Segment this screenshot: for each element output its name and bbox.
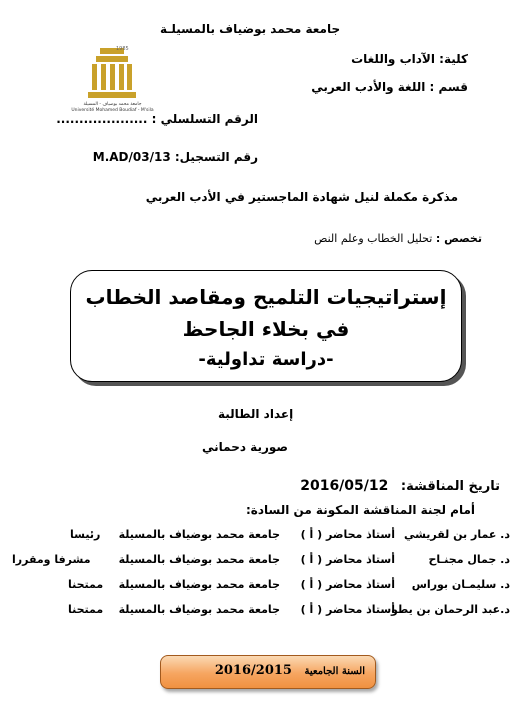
committee-header: أمام لجنة المناقشة المكونة من السادة: [245,503,475,517]
logo-name-ar: جامعة محمد بوضياف - المسيلة [83,102,142,107]
thesis-title-box [70,270,462,382]
academic-year-box [160,655,376,689]
member-rank: أستاذ محاضر ( أ ) [300,603,395,616]
member-role: مشرفا ومقررا [12,553,91,566]
committee-row [0,528,530,548]
specialty-line [314,232,482,245]
title-line-2: في بخلاء الجاحظ [182,317,350,341]
academic-year-value: 2016/2015 [214,663,292,678]
member-rank: أستاذ محاضر ( أ ) [300,578,395,591]
member-role: ممتحنا [68,578,104,591]
logo-year: 1985 [116,46,129,52]
discussion-label: تاريخ المناقشة: [400,479,500,494]
discussion-line [300,478,500,494]
member-role: رئيسا [70,528,101,541]
committee-row [0,578,530,598]
member-name: د. عمار بن لقريشي [403,528,510,541]
university-name: جامعة محمد بوضياف بالمسيلـة [160,22,341,36]
member-rank: أستاذ محاضر ( أ ) [300,528,395,541]
title-line-3: -دراسة تداولية- [198,349,334,370]
member-name: د. جمال مجنـاح [428,553,510,566]
member-name: د. سليمـان بوراس [411,578,510,591]
member-university: جامعة محمد بوضياف بالمسيلة [118,528,280,541]
department-label: قسم : [429,80,468,94]
serial-line [56,112,258,126]
member-name: د.عبد الرحمان بن يطو [390,603,510,616]
department-line [311,80,468,94]
serial-label: الرقم التسلسلي : [151,112,258,126]
specialty-label: تخصص : [435,232,482,245]
faculty-value: الآداب واللغات [351,52,435,66]
faculty-line [351,52,468,66]
student-name: صورية دحماني [202,440,288,454]
member-university: جامعة محمد بوضياف بالمسيلة [118,578,280,591]
university-emblem-icon [80,42,144,104]
committee-row [0,603,530,623]
member-rank: أستاذ محاضر ( أ ) [300,553,395,566]
registration-value: M.AD/03/13 [92,150,171,164]
committee-row [0,553,530,573]
academic-year-line [215,663,365,678]
faculty-label: كلية: [439,52,468,66]
academic-year-label: السنة الجامعية [304,666,365,677]
registration-label: رقم التسجيل: [174,150,258,164]
title-line-1: إستراتيجيات التلميح ومقاصد الخطاب [85,285,447,309]
member-university: جامعة محمد بوضياف بالمسيلة [118,603,280,616]
registration-line [93,150,258,164]
member-role: ممتحنا [68,603,104,616]
department-value: اللغة والأدب العربي [311,80,426,94]
logo-name-fr: Université Mohamed Boudiaf - M'sila [71,108,154,113]
memo-line: مذكرة مكملة لنيل شهادة الماجستير في الأدب العربي [145,190,458,204]
prepared-by: إعداد الطالبة [218,407,294,421]
specialty-value: تحليل الخطاب وعلم النص [314,232,433,245]
discussion-date: 2016/05/12 [300,478,389,494]
serial-dots: .................... [56,112,148,126]
member-university: جامعة محمد بوضياف بالمسيلة [118,553,280,566]
